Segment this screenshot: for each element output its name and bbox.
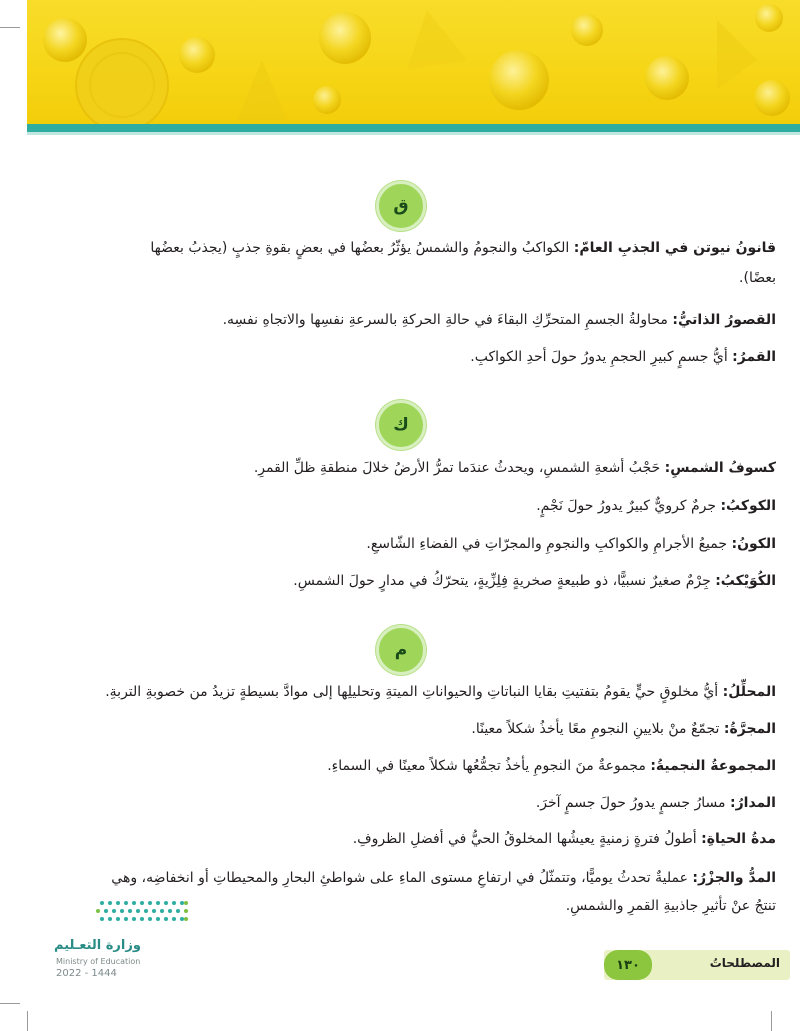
entry-term: كسوفُ الشمسِ:	[664, 460, 776, 476]
entry-definition: جرمٌ كرويٌّ كبيرٌ يدورُ حولَ نَجْمٍ.	[536, 498, 721, 514]
entry-definition: حَجْبُ أشعةِ الشمسِ، ويحدثُ عندَما تمرُّ الأرضُ خلالَ منطقةِ ظلِّ القمرِ.	[253, 460, 665, 476]
glossary-entry	[76, 567, 776, 595]
entry-term: القمرُ:	[732, 349, 776, 365]
entry-term: القصورُ الذاتيُّ:	[672, 312, 776, 328]
entry-definition: أطولُ فترةٍ زمنيةٍ يعيشُها المخلوقُ الحيُّ في أفضلِ الظروفِ.	[352, 831, 702, 847]
entry-definition: الكواكبُ والنجومُ والشمسُ يؤثّرُ بعضُها في بعضٍ بقوةِ جذبٍ (يجذبُ بعضُها	[150, 240, 574, 256]
header-stripe	[27, 124, 800, 132]
crop-mark	[0, 27, 20, 28]
entry-definition: تجمّعٌ منْ بلايينِ النجومِ معًا يأخذُ شكلاً معينًا.	[471, 721, 724, 737]
entry-definition: جِرْمٌ صغيرٌ نسبيًّا، ذو طبيعةٍ صخريةٍ فِلِزِّيةٍ، يتحرّكُ في مدارٍ حولَ الشمسِ.	[293, 573, 716, 589]
ministry-name-arabic: وزارة التعـليم	[54, 938, 141, 953]
glossary-entry	[76, 678, 776, 706]
ministry-logo-icon	[96, 895, 192, 931]
entry-definition: عمليةٌ تحدثُ يوميًّا، وتتمثّلُ في ارتفاعِ مستوى الماءِ على شواطئِ البحارِ والمحيطاتِ أو انخفاضِه، وهي	[111, 870, 693, 886]
glossary-entry	[76, 492, 776, 520]
entry-term: المدارُ:	[730, 795, 776, 811]
section-letter-qaf: ق	[376, 181, 426, 231]
entry-definition-continuation: بعضًا).	[739, 270, 776, 286]
section-letter-meem: م	[376, 625, 426, 675]
header-banner	[27, 0, 800, 124]
glossary-entry	[76, 306, 776, 334]
header-stripe-light	[27, 132, 800, 135]
entry-definition: مجموعةٌ منَ النجومِ يأخذُ تجمُّعُها شكلاً معينًا في السماءِ.	[327, 758, 651, 774]
glossary-entry	[76, 715, 776, 743]
glossary-entry-continuation	[76, 264, 776, 292]
entry-definition: أيُّ مخلوقٍ حيٍّ يقومُ بتفتيتِ بقايا النباتاتِ والحيواناتِ الميتةِ وتحليلِها إلى موادَّ بسيطةٍ تزيدُ من خصوبةِ التربةِ.	[105, 684, 723, 700]
entry-term: الكونُ:	[731, 536, 776, 552]
entry-term: مدةُ الحياةِ:	[701, 831, 776, 847]
ministry-year: 2022 - 1444	[56, 968, 117, 979]
ministry-name-english: Ministry of Education	[56, 957, 141, 966]
glossary-entry	[76, 454, 776, 482]
glossary-entry	[76, 789, 776, 817]
glossary-entry	[76, 234, 776, 262]
glossary-entry-continuation	[216, 892, 776, 920]
page-number: ١٣٠	[604, 950, 652, 980]
glossary-entry	[76, 530, 776, 558]
glossary-entry	[76, 825, 776, 853]
entry-definition: مسارُ جسمٍ يدورُ حولَ جسمٍ آخرَ.	[535, 795, 730, 811]
section-letter-kaf: ك	[376, 400, 426, 450]
entry-definition-continuation: تنتجُ عنْ تأثيرِ جاذبيةِ القمرِ والشمسِ.	[565, 898, 776, 914]
entry-definition: أيُّ جسمٍ كبيرِ الحجمِ يدورُ حولَ أحدِ الكواكبِ.	[470, 349, 733, 365]
glossary-entry	[76, 864, 776, 892]
entry-term: الكوكبُ:	[720, 498, 776, 514]
header-decoration	[27, 0, 800, 124]
glossary-entry	[76, 343, 776, 371]
entry-term: المحلِّلُ:	[722, 684, 776, 700]
crop-mark	[771, 1011, 772, 1031]
entry-term: المجرَّةُ:	[723, 721, 776, 737]
footer-section-title: المصطلحاتُ	[709, 956, 780, 970]
entry-term: قانونُ نيوتن في الجذبِ العامّ:	[573, 240, 776, 256]
glossary-entry	[76, 752, 776, 780]
entry-term: المدُّ والجزْرُ:	[692, 870, 776, 886]
crop-mark	[0, 1003, 20, 1004]
crop-mark	[27, 1011, 28, 1031]
entry-definition: جميعُ الأجرامِ والكواكبِ والنجومِ والمجرّاتِ في الفضاءِ الشّاسعِ.	[366, 536, 732, 552]
entry-definition: محاولةُ الجسمِ المتحرِّكِ البقاءَ في حالةِ الحركةِ بالسرعةِ نفسِها والاتجاهِ نفسِه.	[222, 312, 673, 328]
entry-term: الكُوَيْكبُ:	[715, 573, 776, 589]
entry-term: المجموعةُ النجميةُ:	[650, 758, 776, 774]
